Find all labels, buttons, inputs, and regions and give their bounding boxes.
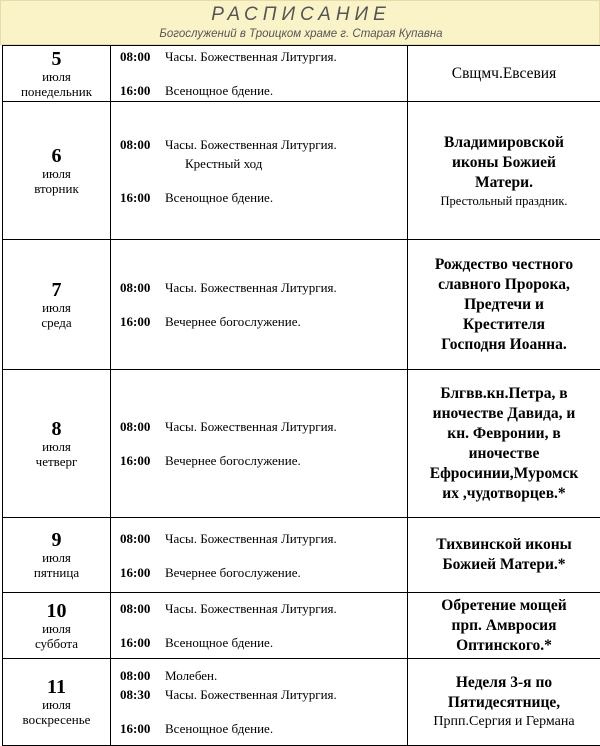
feast-title-line: кн. Февронии, в bbox=[408, 424, 600, 444]
feast-title-line: Пятидесятнице, bbox=[408, 693, 600, 713]
day-number: 7 bbox=[3, 280, 110, 300]
service-time: 08:30 bbox=[120, 687, 150, 703]
feast-cell bbox=[408, 240, 600, 370]
feast-title-line: Предтечи и bbox=[408, 295, 600, 315]
service-line bbox=[111, 685, 407, 704]
day-cell bbox=[3, 46, 111, 102]
feast-title-line: славного Пророка, bbox=[408, 275, 600, 295]
services-cell bbox=[111, 102, 408, 240]
day-number: 8 bbox=[3, 419, 110, 439]
service-name: Часы. Божественная Литургия. bbox=[165, 137, 337, 153]
feast-title-line: их ,чудотворцев.* bbox=[408, 484, 600, 504]
day-cell bbox=[3, 102, 111, 240]
feast-cell bbox=[408, 593, 600, 659]
feast-title-line: Крестителя bbox=[408, 315, 600, 335]
spacer bbox=[111, 66, 407, 81]
schedule-row bbox=[3, 593, 600, 659]
service-time: 16:00 bbox=[120, 721, 150, 737]
schedule-header bbox=[0, 0, 600, 45]
spacer bbox=[111, 173, 407, 188]
day-cell bbox=[3, 518, 111, 593]
service-extra: Крестный ход bbox=[185, 156, 262, 172]
schedule-row bbox=[3, 659, 600, 746]
weekday-label: четверг bbox=[3, 454, 110, 469]
service-time: 16:00 bbox=[120, 314, 150, 330]
feast-title-line: Неделя 3-я по bbox=[408, 673, 600, 693]
service-time: 16:00 bbox=[120, 635, 150, 651]
day-number: 10 bbox=[3, 601, 110, 621]
feast-note: Престольный праздник. bbox=[408, 193, 600, 209]
page-subtitle: Богослужений в Троицком храме г. Старая Купавна bbox=[1, 28, 600, 40]
feast-title-line: Господня Иоанна. bbox=[408, 335, 600, 355]
feast-title-line: Обретение мощей bbox=[408, 596, 600, 616]
service-time: 08:00 bbox=[120, 137, 150, 153]
feast-title-line: иночестве bbox=[408, 444, 600, 464]
service-line bbox=[111, 278, 407, 297]
service-time: 08:00 bbox=[120, 668, 150, 684]
spacer bbox=[111, 704, 407, 719]
services-cell bbox=[111, 593, 408, 659]
month-label: июля bbox=[3, 166, 110, 181]
feast-title-line: Оптинского.* bbox=[408, 636, 600, 656]
services-cell bbox=[111, 659, 408, 746]
feast-title-line: Блгвв.кн.Петра, в bbox=[408, 384, 600, 404]
feast-cell bbox=[408, 370, 600, 518]
service-time: 08:00 bbox=[120, 601, 150, 617]
month-label: июля bbox=[3, 300, 110, 315]
spacer bbox=[111, 618, 407, 633]
service-line bbox=[111, 188, 407, 207]
weekday-label: пятница bbox=[3, 565, 110, 580]
schedule-row bbox=[3, 46, 600, 102]
day-cell bbox=[3, 659, 111, 746]
service-time: 08:00 bbox=[120, 531, 150, 547]
feast-title-line: иконы Божией bbox=[408, 153, 600, 173]
service-name: Всенощное бдение. bbox=[165, 721, 273, 737]
schedule-row bbox=[3, 518, 600, 593]
month-label: июля bbox=[3, 621, 110, 636]
service-line bbox=[111, 81, 407, 100]
schedule-row bbox=[3, 370, 600, 518]
service-line bbox=[111, 563, 407, 582]
feast-title-line: Божией Матери.* bbox=[408, 555, 600, 575]
feast-title-line: Тихвинской иконы bbox=[408, 535, 600, 555]
service-time: 08:00 bbox=[120, 419, 150, 435]
service-time: 16:00 bbox=[120, 565, 150, 581]
service-line bbox=[111, 719, 407, 738]
service-line bbox=[111, 417, 407, 436]
day-number: 11 bbox=[3, 677, 110, 697]
weekday-label: суббота bbox=[3, 636, 110, 651]
feast-saint: Свщмч.Евсевия bbox=[408, 65, 600, 83]
service-line bbox=[111, 599, 407, 618]
service-name: Всенощное бдение. bbox=[165, 190, 273, 206]
feast-title-line: Матери. bbox=[408, 173, 600, 193]
service-name: Всенощное бдение. bbox=[165, 83, 273, 99]
service-name: Часы. Божественная Литургия. bbox=[165, 419, 337, 435]
day-cell bbox=[3, 593, 111, 659]
month-label: июля bbox=[3, 439, 110, 454]
service-extra-line bbox=[111, 154, 407, 173]
weekday-label: среда bbox=[3, 315, 110, 330]
service-name: Вечернее богослужение. bbox=[165, 565, 301, 581]
feast-title-line: Рождество честного bbox=[408, 255, 600, 275]
spacer bbox=[111, 297, 407, 312]
schedule-table bbox=[2, 45, 600, 746]
feast-cell bbox=[408, 518, 600, 593]
service-line bbox=[111, 451, 407, 470]
feast-title-line: иночестве Давида, и bbox=[408, 404, 600, 424]
day-number: 6 bbox=[3, 146, 110, 166]
services-cell bbox=[111, 518, 408, 593]
feast-saint: Прпп.Сергия и Германа bbox=[408, 713, 600, 731]
service-time: 16:00 bbox=[120, 453, 150, 469]
day-cell bbox=[3, 370, 111, 518]
service-line bbox=[111, 47, 407, 66]
service-time: 16:00 bbox=[120, 83, 150, 99]
services-cell bbox=[111, 370, 408, 518]
weekday-label: понедельник bbox=[3, 84, 110, 99]
day-number: 9 bbox=[3, 530, 110, 550]
service-name: Часы. Божественная Литургия. bbox=[165, 601, 337, 617]
service-name: Часы. Божественная Литургия. bbox=[165, 687, 337, 703]
day-number: 5 bbox=[3, 49, 110, 69]
service-name: Часы. Божественная Литургия. bbox=[165, 280, 337, 296]
page-title: РАСПИСАНИЕ bbox=[1, 4, 600, 26]
service-name: Молебен. bbox=[165, 668, 217, 684]
feast-title-line: Ефросинии,Муромск bbox=[408, 464, 600, 484]
service-name: Часы. Божественная Литургия. bbox=[165, 49, 337, 65]
service-time: 16:00 bbox=[120, 190, 150, 206]
spacer bbox=[111, 548, 407, 563]
feast-cell bbox=[408, 659, 600, 746]
service-time: 08:00 bbox=[120, 280, 150, 296]
feast-title-line: Владимировской bbox=[408, 133, 600, 153]
service-line bbox=[111, 666, 407, 685]
day-cell bbox=[3, 240, 111, 370]
feast-title-line: прп. Амвросия bbox=[408, 616, 600, 636]
service-name: Часы. Божественная Литургия. bbox=[165, 531, 337, 547]
service-line bbox=[111, 529, 407, 548]
weekday-label: воскресенье bbox=[3, 712, 110, 727]
service-line bbox=[111, 633, 407, 652]
month-label: июля bbox=[3, 697, 110, 712]
service-line bbox=[111, 312, 407, 331]
month-label: июля bbox=[3, 69, 110, 84]
service-name: Вечернее богослужение. bbox=[165, 314, 301, 330]
service-line bbox=[111, 135, 407, 154]
service-name: Вечернее богослужение. bbox=[165, 453, 301, 469]
service-name: Всенощное бдение. bbox=[165, 635, 273, 651]
weekday-label: вторник bbox=[3, 181, 110, 196]
schedule-row bbox=[3, 102, 600, 240]
month-label: июля bbox=[3, 550, 110, 565]
spacer bbox=[111, 436, 407, 451]
service-time: 08:00 bbox=[120, 49, 150, 65]
services-cell bbox=[111, 46, 408, 102]
feast-cell bbox=[408, 102, 600, 240]
feast-cell bbox=[408, 46, 600, 102]
services-cell bbox=[111, 240, 408, 370]
schedule-row bbox=[3, 240, 600, 370]
